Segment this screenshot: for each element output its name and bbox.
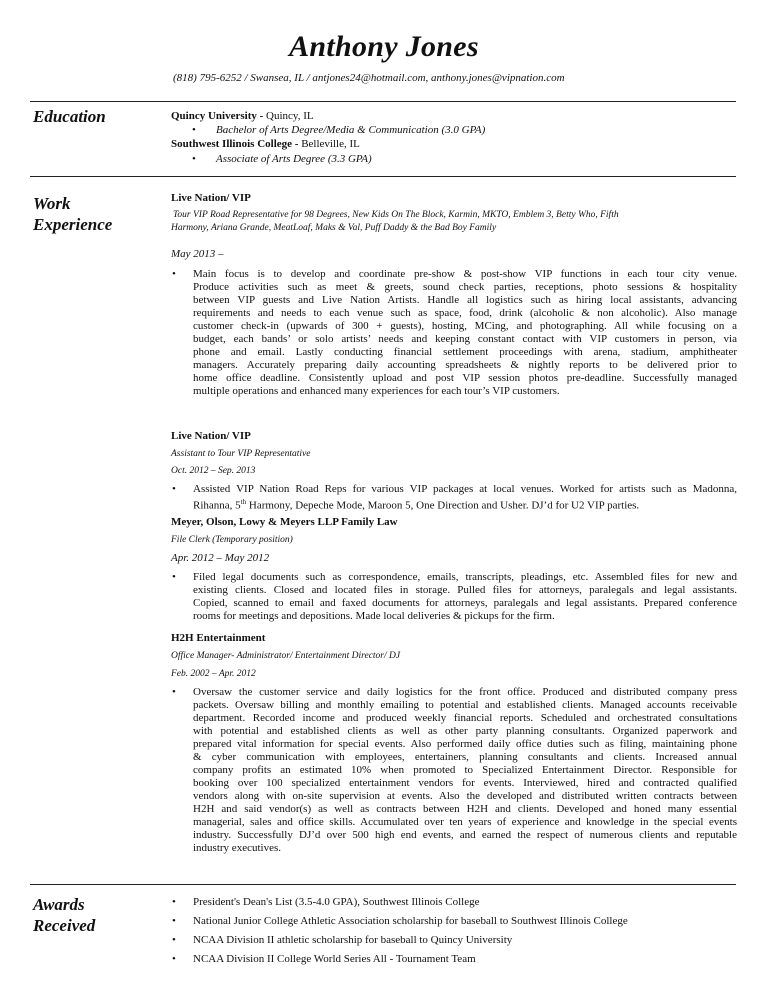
text-part: Rihanna, 5 [193,499,241,512]
text-line: existing clients. Closed and located files in storage. Pulled files for attorneys, paralegals and legal assistants. [193,584,737,596]
degree-1: Bachelor of Arts Degree/Media & Communication (3.0 GPA) [216,124,486,136]
bullet: • [172,896,176,908]
job-4-company: H2H Entertainment [171,632,266,644]
text-line: rooms for meetings and depositions. Made local deliveries & pickups for the firm. [193,610,555,622]
text-line: managers. Accurately preparing daily accounting spreadsheets & nightly reports to be delivered prior to [193,359,737,371]
text-line: Main focus is to develop and coordinate pre-show & post-show VIP functions in each tour city venue. [193,268,737,280]
job-1-title-line-2: Harmony, Ariana Grande, MeatLoaf, Maks & Val, Puff Daddy & the Bad Boy Family [171,223,497,233]
section-heading-work-2: Experience [33,215,113,234]
job-3-title: File Clerk (Temporary position) [171,535,293,545]
job-4-dates: Feb. 2002 – Apr. 2012 [171,669,256,679]
contact-line: (818) 795-6252 / Swansea, IL / antjones24@hotmail.com, anthony.jones@vipnation.com [173,72,565,84]
text-line: department. Recorded income and produced weekly financial reports. Scheduled and orchestrated consultations [193,712,737,724]
bullet: • [172,934,176,946]
award-item: NCAA Division II College World Series All - Tournament Team [193,953,476,965]
section-heading-work-1: Work [33,194,71,213]
section-heading-awards-2: Received [33,916,96,935]
award-item: National Junior College Athletic Association scholarship for baseball to Southwest Illinois College [193,915,628,927]
text-line: & cyber communication with employees, entertainers, planning consultants and clients. Increased annual [193,751,737,763]
school-1-name: Quincy University - [171,110,264,122]
award-item: President's Dean's List (3.5-4.0 GPA), Southwest Illinois College [193,896,480,908]
degree-2: Associate of Arts Degree (3.3 GPA) [216,153,372,165]
text-line: budget, each bands’ or solo artists’ needs and keeping constant contact with VIP customers in person, via [193,333,737,345]
job-4-description [193,686,737,855]
award-item: NCAA Division II athletic scholarship for baseball to Quincy University [193,934,513,946]
text-line: vendors along with on-site supervision at events. Also the developed and distributed written contracts between [193,790,737,802]
school-2 [171,138,360,151]
bullet: • [172,571,176,583]
job-1-dates: May 2013 – [171,248,224,260]
school-2-name: Southwest Illinois College - [171,138,299,150]
text-line: Filed legal documents such as correspondence, emails, transcripts, pleadings, etc. Assembled files for new and [193,571,737,583]
bullet: • [172,483,176,495]
school-1 [171,110,314,123]
job-3-company: Meyer, Olson, Lowy & Meyers LLP Family Law [171,516,398,528]
job-2-description [193,483,737,513]
text-line: customer check-in (upwards of 300 + guests), hosting, MCing, and photographing. All while focusing on a [193,320,737,332]
divider [30,101,736,102]
bullet: • [172,915,176,927]
bullet: • [192,153,196,165]
resume-name: Anthony Jones [289,30,479,63]
text-line: booking over 100 specialized entertainment vendors for events. Interviewed, hired and contracted qualified [193,777,737,789]
section-heading-education: Education [33,107,106,126]
divider [30,176,736,177]
job-3-description [193,571,737,623]
text-line: packets. Oversaw billing and monthly emailing to potential and established clients. Managed accounts receivable [193,699,737,711]
bullet: • [192,124,196,136]
text-line: phone and email. Lastly conducting financial settlement proceedings with arena, stadium, amphitheater [193,346,737,358]
text-line: prepared vital information for special events. Also performed daily office duties such as filing, maintaining phone [193,738,737,750]
job-1-company: Live Nation/ VIP [171,192,251,204]
text-line: Assisted VIP Nation Road Reps for various VIP packages at local venues. Worked for artists such as Madonna, [193,483,737,495]
text-line: managerial, sales and office skills. Accumulated over ten years of experience and knowledge in the special events [193,816,737,828]
job-2-company: Live Nation/ VIP [171,430,251,442]
text-line: H2H and said vendor(s) as well as contracts between H2H and clients. Developed and honed many essential [193,803,737,815]
school-1-location: Quincy, IL [263,110,314,122]
text-line: Oversaw the customer service and daily logistics for the front office. Produced and distributed company press [193,686,737,698]
text-line: industry executives. [193,842,281,854]
text-line: requirements and needs to each venue such as space, food, drink (alcoholic & non alcoholic). Also manage [193,307,737,319]
text-line: with potential and established clients as well as other party planning consultants. Organized paperwork and [193,725,737,737]
text-line: between VIP guests and Live Nation Artists. Handle all logistics such as hiring local assistants, advancing [193,294,737,306]
job-1-title-line-1: Tour VIP Road Representative for 98 Degrees, New Kids On The Block, Karmin, MKTO, Emblem 3, Betty Who, Fifth [173,210,619,220]
bullet: • [172,268,176,280]
job-2-dates: Oct. 2012 – Sep. 2013 [171,466,256,476]
text-line: multiple operations and enhanced many experiences for each tour’s VIP customers. [193,385,560,397]
text-line: company profits an estimated 10% when promoted to Specialized Entertainment Director. Responsible for [193,764,737,776]
bullet: • [172,686,176,698]
text-part: Harmony, Depeche Mode, Maroon 5, One Direction and Usher. DJ’d for U2 VIP parties. [246,499,640,512]
job-2-title: Assistant to Tour VIP Representative [171,449,311,459]
text-line: home office deadline. Consistently upload and post VIP session photos pre-deadline. Successfully managed [193,372,737,384]
job-4-title: Office Manager- Administrator/ Entertainment Director/ DJ [171,651,401,661]
text-line: industry. Successfully DJ’d over 500 high end events, and earned the respect of numerous clients and reputable [193,829,737,841]
school-2-location: Belleville, IL [298,138,360,150]
job-1-description [193,268,737,398]
bullet: • [172,953,176,965]
divider [30,884,736,885]
section-heading-awards-1: Awards [33,895,85,914]
text-line: Copied, scanned to email and faxed documents for attorneys, paralegals and legal assistants. Prepared conference [193,597,737,609]
text-line [193,496,737,513]
job-3-dates: Apr. 2012 – May 2012 [171,552,270,564]
superscript: th [240,498,247,506]
text-line: Produce activities such as meet & greets, sound check parties, receptions, photo sessions & hospitality [193,281,737,293]
